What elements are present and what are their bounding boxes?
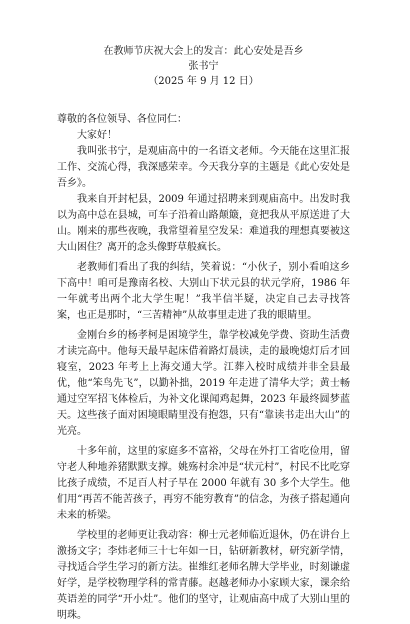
paragraph-teachers: 学校里的老师更让我动容：柳士元老师临近退休，仍在讲台上激扬文字；李炜老师三十七年如一日，钻研新教材，研究新学情，寻找适合学生学习的新方法。崔维红老师名牌大学毕业，时刻谦虚好学，是学校物理学科的常青藤。赵越老师办小家顾大家，课余给英语差的同学“开小灶”。他们的坚守，让观庙高中成了大别山里的明珠。 [57,530,350,621]
paragraph-families: 十多年前，这里的家庭多不富裕，父母在外打工省吃俭用，留守老人种地养猪默默支撑。姚殇村余冲是“状元村”，村民不比吃穿比孩子成绩，不足百人村子早在 2000 年就有 30 多个大学生。他们用“再苦不能苦孩子，再穷不能穷教育”的信念，为孩子搭起通向未来的桥梁。 [57,446,350,521]
author-name: 张书宁 [188,61,219,72]
paragraph-senior-teachers: 老教师们看出了我的纠结，笑着说：“小伙子，别小看咱这乡下高中！咱可是豫南名校、大别山下状元县的状元学府，1986 年一年就考出两个北大学生呢！”我半信半疑，决定自己去寻找答案，也正是那时，“三苦精神”从故事里走进了我的眼睛里。 [57,262,350,321]
paragraph-arrival: 我来自开封杞县，2009 年通过招聘来到观庙高中。出发时我以为高中总在县城，可车子沿着山路颠簸，竟把我从平原送进了大山。刚来的那些夜晚，我常望着星空发呆：难道我的理想真要被这大山困住？离开的念头像野草般疯长。 [57,194,350,253]
paragraph-greeting: 大家好！ [77,130,117,141]
salutation: 尊敬的各位领导、各位同仁： [57,114,187,125]
document-title: 在教师节庆祝大会上的发言：此心安处是吾乡 [103,46,304,57]
speech-date: （2025 年 9 月 12 日） [148,76,259,87]
paragraph-introduction: 我叫张书宁，是观庙高中的一名语文老师。今天能在这里汇报工作、交流心得，我深感荣幸。今天我分享的主题是《此心安处是吾乡》。 [57,146,350,189]
paragraph-students: 金刚台乡的杨孝柯是困境学生，靠学校减免学费、资助生活费才读完高中。他每天最早起床借着路灯晨读，走的最晚熄灯后才回寝室，2023 年考上上海交通大学。江葬入校时成绩并非全县最优，他“笨鸟先飞”，以勤补拙，2019 年走进了清华大学；黄士畅通过空军招飞体检后，为补文化课闻鸡起舞，2023 年最终圆梦蓝天。这些孩子面对困境眼睛里没有抱怨，只有“靠读书走出大山”的光亮。 [57,330,350,437]
